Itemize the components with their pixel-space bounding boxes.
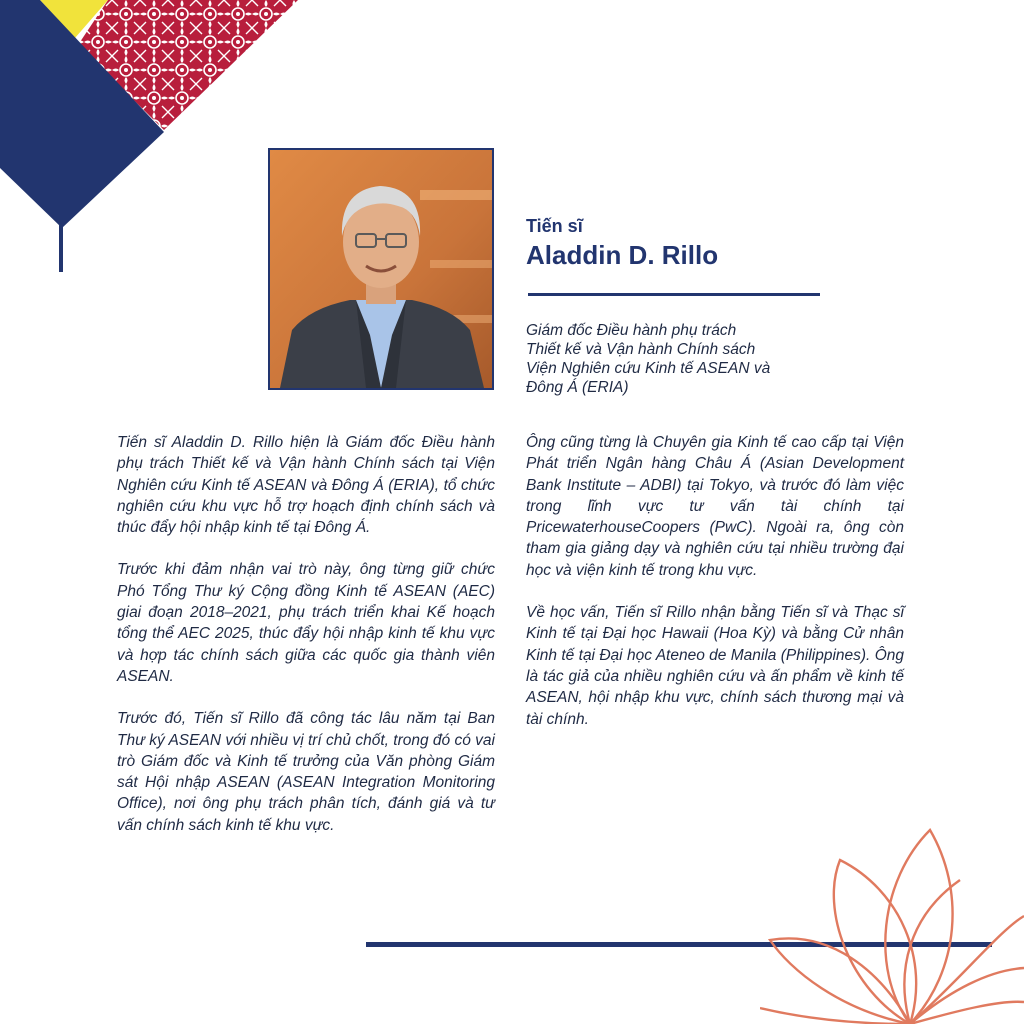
role-line: Giám đốc Điều hành phụ trách <box>526 322 737 339</box>
title-prefix: Tiến sĩ <box>526 216 583 236</box>
name-divider <box>528 293 820 296</box>
bio-paragraph: Tiến sĩ Aladdin D. Rillo hiện là Giám đốc Điều hành phụ trách Thiết kế và Vận hành Chính sách tại Viện Nghiên cứu Kinh tế ASEAN và Đông Á (ERIA), tổ chức nghiên cứu khu vực hỗ trợ hoạch định chính sách và thúc đẩy hội nhập kinh tế tại Đông Á. <box>117 434 495 537</box>
lotus-outline-icon <box>760 820 1024 1024</box>
bio-column-right <box>526 432 904 751</box>
bio-column-left <box>117 432 495 857</box>
role-line: Đông Á (ERIA) <box>526 379 629 396</box>
role-description <box>526 321 856 397</box>
bio-paragraph: Trước đó, Tiến sĩ Rillo đã công tác lâu năm tại Ban Thư ký ASEAN với nhiều vị trí chủ chốt, trong đó có vai trò Giám đốc và Kinh tế trưởng của Văn phòng Giám sát Hội nhập ASEAN (ASEAN Integration Monitoring Office), nơi ông phụ trách phân tích, đánh giá và tư vấn chính sách kinh tế khu vực. <box>117 710 495 834</box>
person-name: Aladdin D. Rillo <box>526 240 719 270</box>
role-line: Viện Nghiên cứu Kinh tế ASEAN và <box>526 360 771 377</box>
role-line: Thiết kế và Vận hành Chính sách <box>526 341 756 358</box>
bio-paragraph: Ông cũng từng là Chuyên gia Kinh tế cao cấp tại Viện Phát triển Ngân hàng Châu Á (Asian Development Bank Institute – ADBI) tại Tokyo, và trước đó làm việc trong lĩnh vực tư vấn tài chính tại PricewaterhouseCoopers (PwC). Ngoài ra, ông còn tham gia giảng dạy và nghiên cứu tại nhiều trường đại học và viện kinh tế trong khu vực. <box>526 434 904 579</box>
bio-paragraph: Trước khi đảm nhận vai trò này, ông từng giữ chức Phó Tổng Thư ký Cộng đồng Kinh tế ASEAN (AEC) giai đoạn 2018–2021, phụ trách triển khai Kế hoạch tổng thể AEC 2025, thúc đẩy hội nhập kinh tế khu vực và hợp tác chính sách giữa các quốc gia thành viên ASEAN. <box>117 561 495 685</box>
bio-paragraph: Về học vấn, Tiến sĩ Rillo nhận bằng Tiến sĩ và Thạc sĩ Kinh tế tại Đại học Hawaii (Hoa Kỳ) và bằng Cử nhân Kinh tế tại Đại học Ateneo de Manila (Philippines). Ông là tác giả của nhiều nghiên cứu và ấn phẩm về kinh tế ASEAN, hội nhập khu vực, chính sách thương mại và tài chính. <box>526 604 904 728</box>
portrait-photo <box>268 148 494 390</box>
